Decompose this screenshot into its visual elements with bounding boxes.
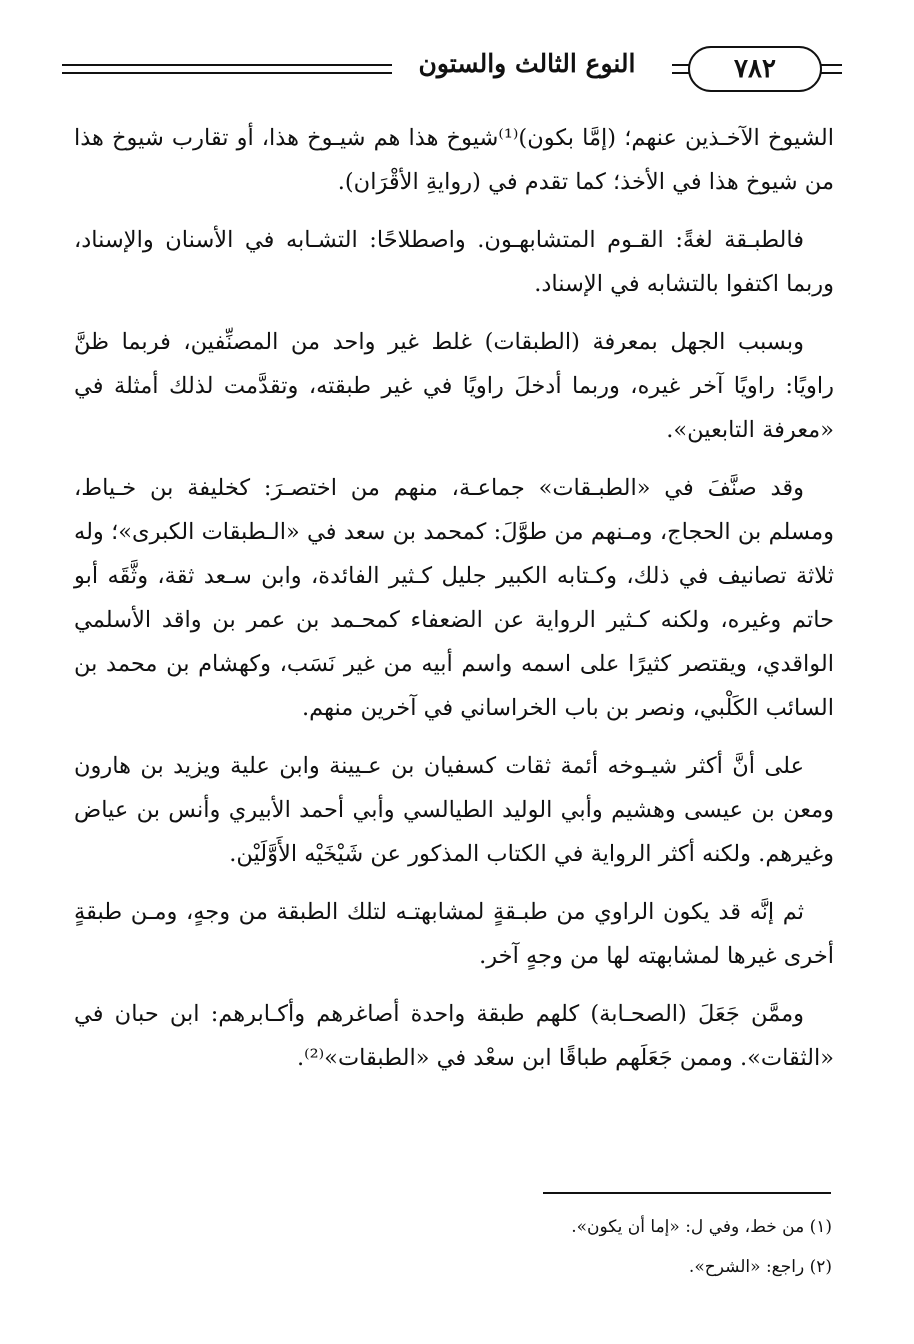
paragraph: وقد صنَّفَ في «الطبـقات» جماعـة، منهم من اختصـرَ: كخليفة بن خـياط، ومسلم بن الحجاج، ومـنهم من طوَّلَ: كمحمد بن سعد في «الـطبقات الكبرى»؛ وله ثلاثة تصانيف في ذلك، وكـتابه الكبير جليل كـثير الفائدة، وابن سـعد ثقة، وثَّقَه أبو حاتم وغيره، ولكنه كـثير الرواية عن الضعفاء كمحـمد بن عمر بن واقد الأسلمي الواقدي، ويقتصر كثيرًا على اسمه واسم أبيه من غير نَسَب، وكهشام بن محمد بن السائب الكَلْبي، ونصر بن باب الخراساني في آخرين منهم. bbox=[74, 475, 834, 721]
chapter-title: النوع الثالث والستون bbox=[418, 49, 636, 78]
header-rule-left bbox=[62, 64, 392, 74]
footnote-separator bbox=[543, 1192, 831, 1194]
paragraph: ثم إنَّه قد يكون الراوي من طبـقةٍ لمشابهتـه لتلك الطبقة من وجهٍ، ومـن طبقةٍ أخرى غيرها لمشابهته لها من وجهٍ آخر. bbox=[74, 899, 834, 969]
paragraph: وممَّن جَعَلَ (الصحـابة) كلهم طبقة واحدة أصاغرهم وأكـابرهم: ابن حبان في «الثقات». وممن جَعَلَهم طباقًا ابن سعْد في «الطبقات»⁽²⁾. bbox=[74, 1001, 834, 1071]
paragraph: على أنَّ أكثر شيـوخه أئمة ثقات كسفيان بن عـيينة وابن علية ويزيد بن هارون ومعن بن عيسى وهشيم وأبي الوليد الطيالسي وأبي أحمد الأبيري وأنس بن عياض وغيرهم. ولكنه أكثر الرواية في الكتاب المذكور عن شَيْخَيْه الأَوَّلَيْن. bbox=[74, 753, 834, 867]
paragraph: الشيوخ الآخـذين عنهم؛ (إمَّا بكون)⁽¹⁾شيوخ هذا هم شيـوخ هذا، أو تقارب شيوخ هذا من شيوخ هذا في الأخذ؛ كما تقدم في (روايةِ الأقْرَان). bbox=[74, 125, 835, 195]
page-number: ٧٨٢ bbox=[688, 46, 822, 92]
footnote: (٢) راجع: «الشرح». bbox=[688, 1257, 832, 1277]
paragraph: وبسبب الجهل بمعرفة (الطبقات) غلط غير واحد من المصنِّفين، فربما ظنَّ راويًا: راويًا آخر غيره، وربما أدخلَ راويًا في غير طبقته، وتقدَّمت لذلك أمثلة في «معرفة التابعين». bbox=[74, 329, 834, 443]
paragraph: فالطبـقة لغةً: القـوم المتشابهـون. واصطلاحًا: التشـابه في الأسنان والإسناد، وربما اكتفوا بالتشابه في الإسناد. bbox=[74, 227, 834, 297]
footnote: (١) من خط، وفي ل: «إما أن يكون». bbox=[571, 1217, 832, 1237]
main-text bbox=[74, 116, 834, 1094]
footnotes bbox=[74, 1214, 832, 1294]
running-header bbox=[62, 40, 842, 96]
